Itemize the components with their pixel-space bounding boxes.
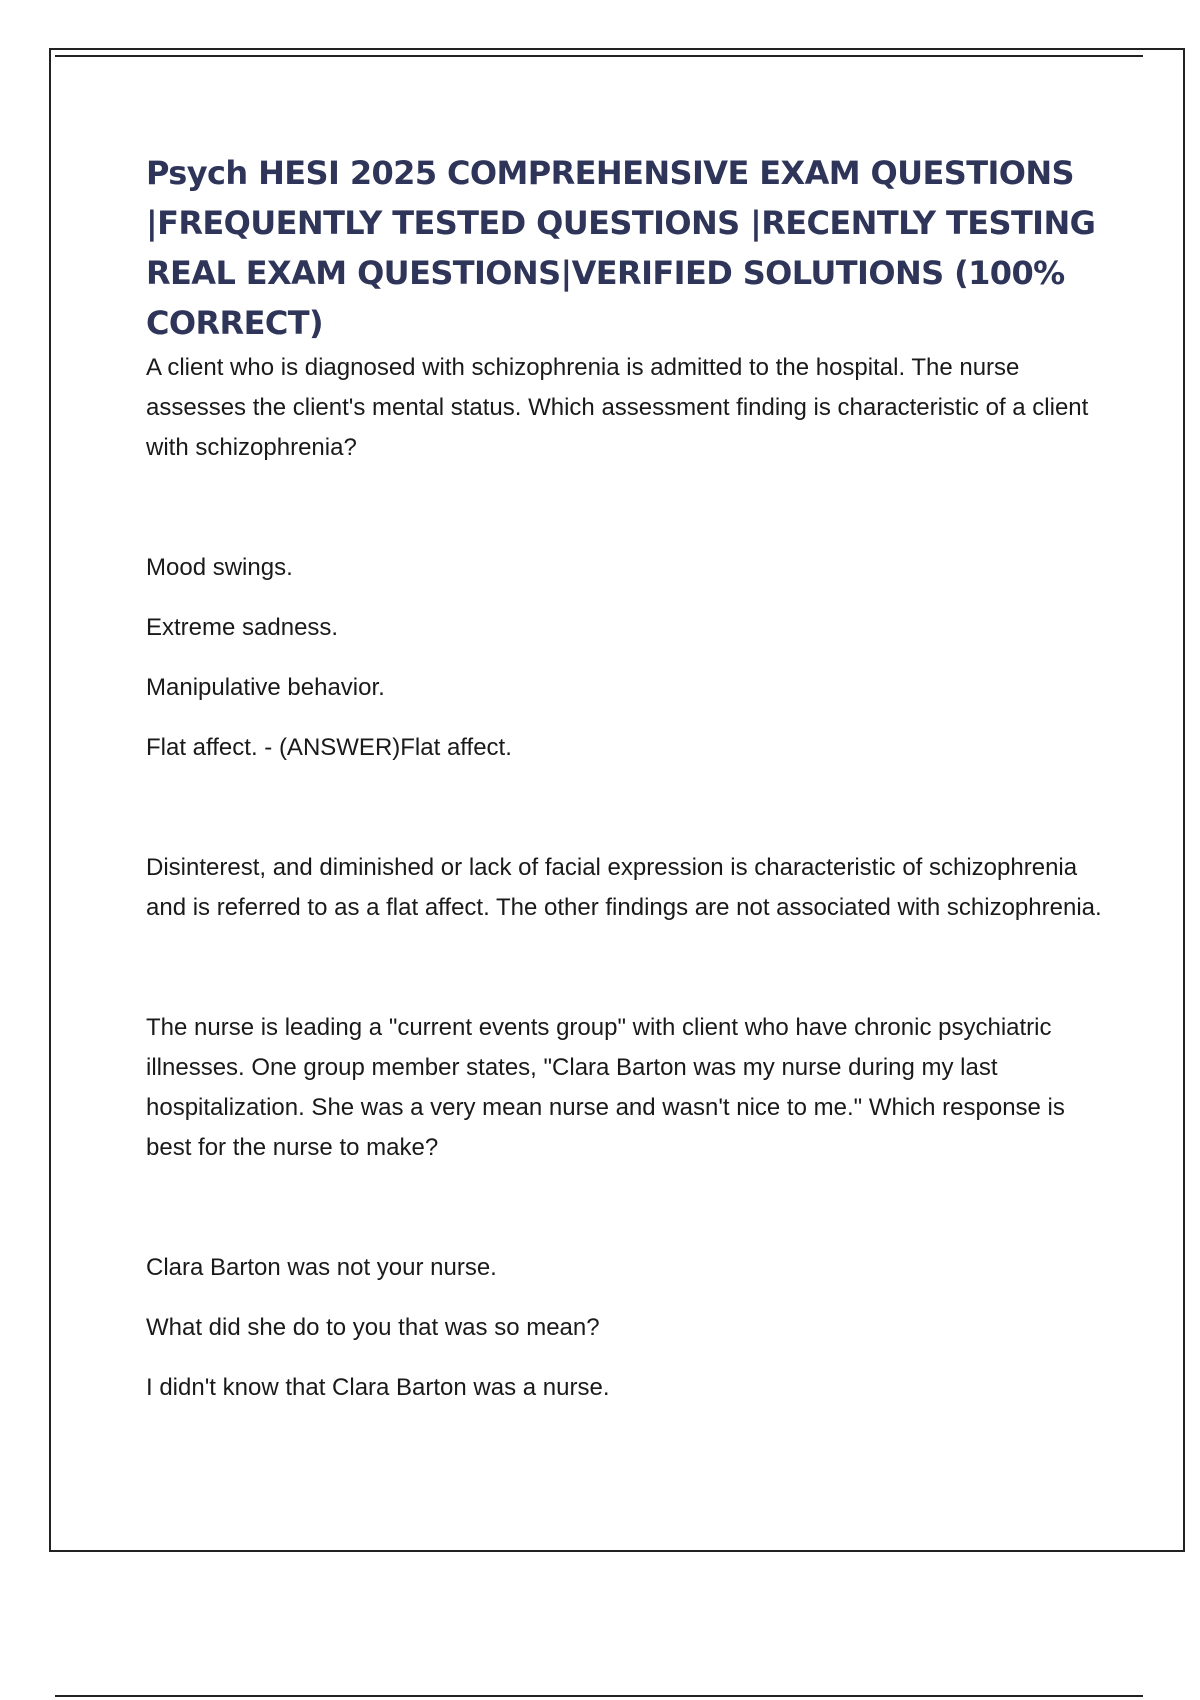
question-1-option-answer: Flat affect. - (ANSWER)Flat affect. [146, 734, 512, 761]
question-2-option: What did she do to you that was so mean? [146, 1314, 600, 1341]
top-rule [55, 55, 1143, 57]
document-body [146, 148, 1106, 1408]
question-1-option: Mood swings. [146, 554, 293, 581]
question-2-options [146, 1248, 1106, 1408]
question-1-rationale: Disinterest, and diminished or lack of facial expression is characteristic of schizophrenia and is referred to as a flat affect. The other findings are not associated with schizophrenia. [146, 854, 1102, 921]
question-1-stem: A client who is diagnosed with schizophrenia is admitted to the hospital. The nurse assesses the client's mental status. Which assessment finding is characteristic of a client with schizophrenia? [146, 354, 1089, 461]
question-1-option: Manipulative behavior. [146, 674, 385, 701]
question-2-option: I didn't know that Clara Barton was a nurse. [146, 1374, 610, 1401]
question-1-options [146, 548, 1106, 768]
question-2-option: Clara Barton was not your nurse. [146, 1254, 497, 1281]
question-1-option: Extreme sadness. [146, 614, 339, 641]
bottom-rule [55, 1695, 1143, 1697]
question-2-stem: The nurse is leading a "current events group" with client who have chronic psychiatric illnesses. One group member states, "Clara Barton was my nurse during my last hospitalization. She was a very mean nurse and wasn't nice to me." Which response is best for the nurse to make? [146, 1014, 1065, 1161]
document-title: Psych HESI 2025 COMPREHENSIVE EXAM QUESTIONS |FREQUENTLY TESTED QUESTIONS |RECENTLY TESTING REAL EXAM QUESTIONS|VERIFIED SOLUTIONS (100% CORRECT) [146, 154, 1096, 342]
